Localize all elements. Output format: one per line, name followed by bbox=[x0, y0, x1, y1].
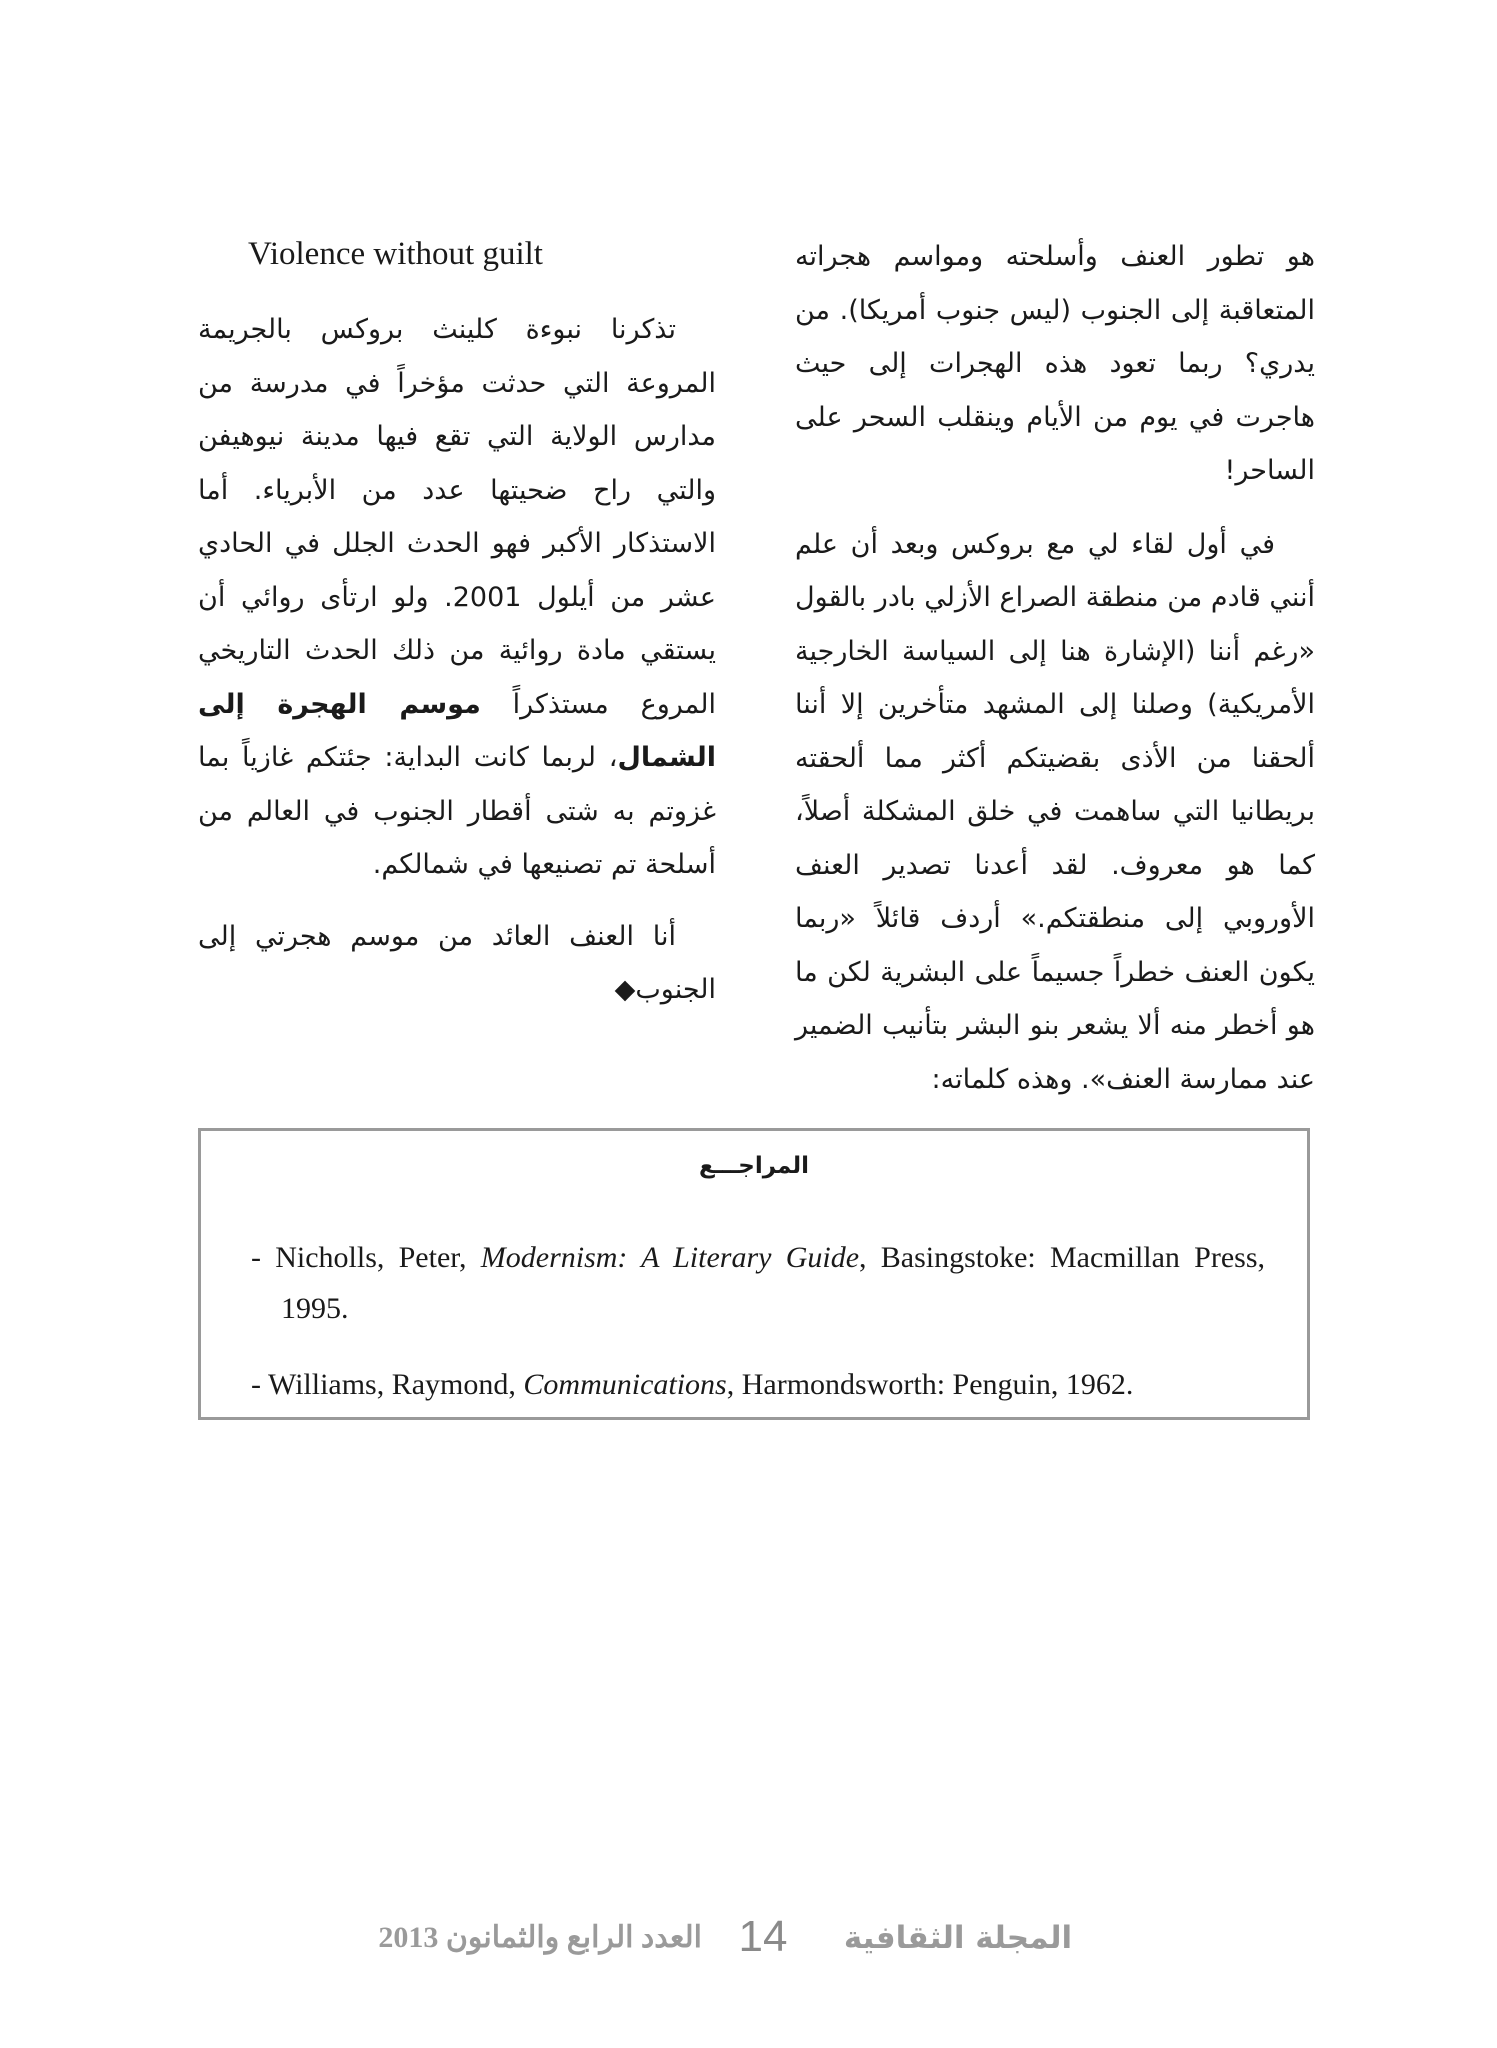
novel-title-bold: موسم الهجرة إلى الشمال bbox=[198, 688, 716, 773]
page-footer bbox=[0, 1912, 1497, 1972]
end-mark-icon: ◆ bbox=[614, 974, 636, 1005]
right-paragraph-1: هو تطور العنف وأسلحته ومواسم هجراته المتعاقبة إلى الجنوب (ليس جنوب أمريكا). من يدري؟ ربما تعود هذه الهجرات إلى حيث هاجرت في يوم من الأيام وينقلب السحر على الساحر! bbox=[795, 241, 1315, 486]
reference-item bbox=[251, 1232, 1265, 1334]
left-paragraph-1 bbox=[198, 303, 716, 892]
right-paragraph-2: في أول لقاء لي مع بروكس وبعد أن علم أنني قادم من منطقة الصراع الأزلي بادر بالقول «رغم أننا (الإشارة هنا إلى السياسة الخارجية الأمريكية) وصلنا إلى المشهد متأخرين إلا أننا ألحقنا من الأذى بقضيتكم أكثر مما ألحقته بريطانيا التي ساهمت في خلق المشكلة أصلاً، كما هو معروف. لقد أعدنا تصدير العنف الأوروبي إلى منطقتكم.» أردف قائلاً «ربما يكون العنف خطراً جسيماً على البشرية لكن ما هو أخطر منه ألا يشعر بنو البشر بتأنيب الضمير عند ممارسة العنف». وهذه كلماته: bbox=[795, 528, 1315, 1095]
references-box bbox=[198, 1128, 1310, 1420]
left-paragraph-2 bbox=[198, 910, 716, 1017]
issue-label: العدد الرابع والثمانون 2013 bbox=[378, 1921, 702, 1954]
left-column bbox=[198, 303, 716, 1017]
left-paragraph-1-text: تذكرنا نبوءة كلينث بروكس بالجريمة المروعة التي حدثت مؤخراً في مدرسة من مدارس الولاية التي تقع فيها مدينة نيوهيفن والتي راح ضحيتها عدد من الأبرياء. أما الاستذكار الأكبر فهو الحدث الجلل في الحادي عشر من أيلول 2001. ولو ارتأى روائي أن يستقي مادة روائية من ذلك الحدث التاريخي المروع مستذكراً bbox=[198, 314, 716, 720]
references-title: المراجـــع bbox=[698, 1153, 809, 1179]
reference-title: Communications bbox=[523, 1368, 727, 1401]
left-paragraph-2-text: أنا العنف العائد من موسم هجرتي إلى الجنوب bbox=[198, 920, 716, 1005]
reference-publisher: , Basingstoke: Macmillan Press, 1995. bbox=[281, 1241, 1265, 1325]
section-heading: Violence without guilt bbox=[248, 236, 543, 272]
left-paragraph-1-continuation: ، لربما كانت البداية: جئتكم غازياً بما غزوتم به شتى أقطار الجنوب في العالم من أسلحة تم تصنيعها في شمالكم. bbox=[198, 742, 716, 880]
reference-author: - Nicholls, Peter, bbox=[251, 1241, 481, 1274]
magazine-brand: المجلة الثقافية bbox=[843, 1920, 1073, 1956]
page-number: 14 bbox=[738, 1912, 788, 1961]
reference-title: Modernism: A Literary Guide bbox=[480, 1241, 860, 1274]
reference-publisher: , Harmondsworth: Penguin, 1962. bbox=[726, 1368, 1134, 1401]
reference-author: - Williams, Raymond, bbox=[251, 1368, 524, 1401]
reference-item bbox=[251, 1359, 1265, 1410]
right-column bbox=[795, 230, 1315, 1106]
